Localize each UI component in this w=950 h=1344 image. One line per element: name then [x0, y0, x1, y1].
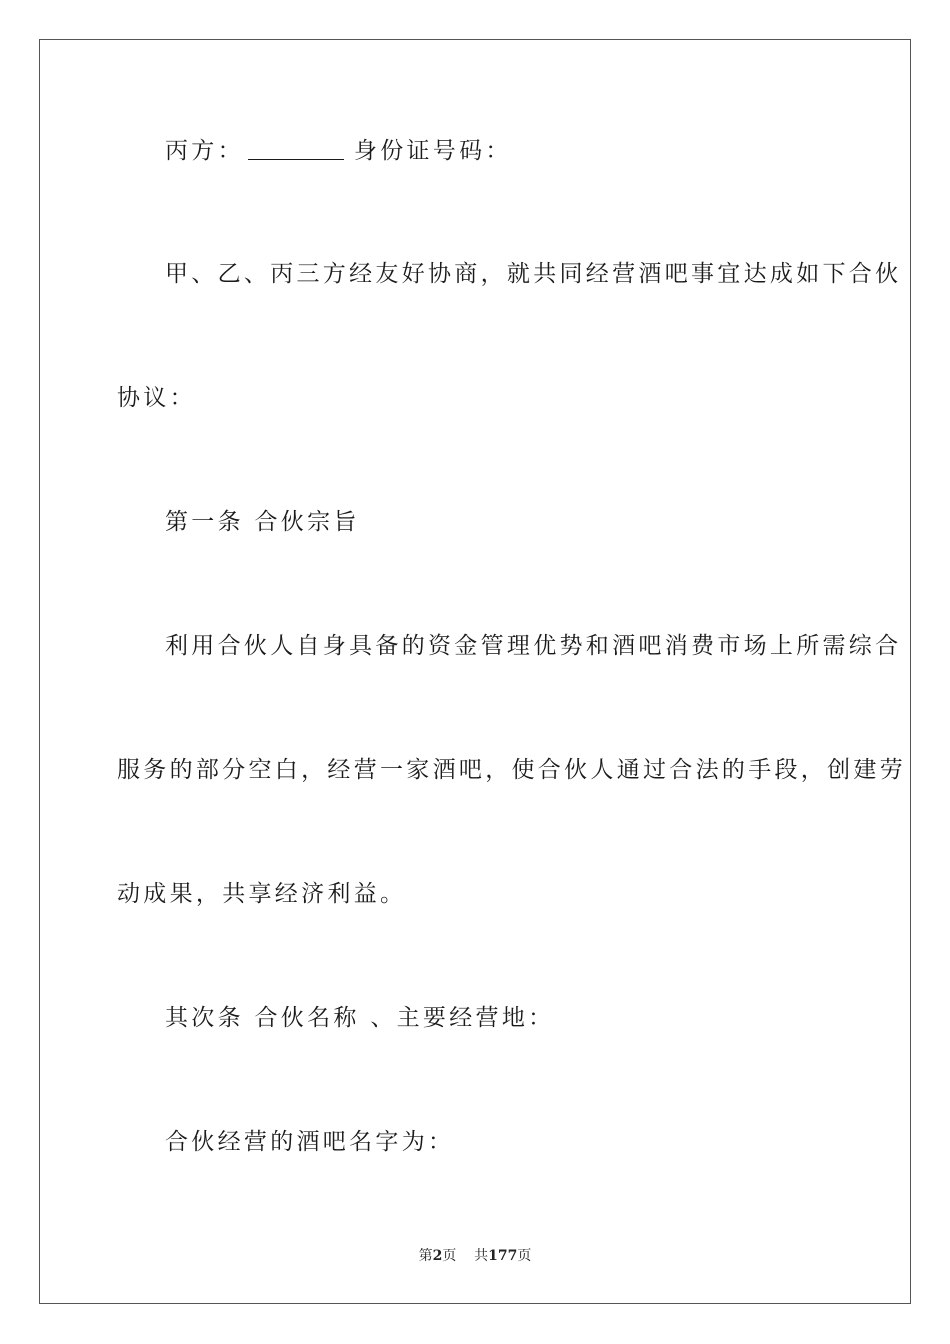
footer-total-suffix: 页: [517, 1248, 532, 1264]
id-number-label: 身份证号码：: [353, 138, 512, 164]
paragraph-line: 服务的部分空白，经营一家酒吧，使合伙人通过合法的手段，创建劳: [117, 757, 906, 783]
party-c-line: [165, 136, 512, 166]
paragraph-line: 甲、乙、丙三方经友好协商，就共同经营酒吧事宜达成如下合伙: [165, 261, 902, 287]
party-c-label: 丙方：: [165, 138, 244, 164]
party-c-blank: [248, 139, 344, 160]
paragraph-line: 协议：: [117, 385, 196, 411]
footer-page-number: 2: [432, 1248, 443, 1264]
footer-page-suffix: 页: [442, 1248, 457, 1264]
footer-total-prefix: 共: [474, 1248, 489, 1264]
section-heading: 第一条 合伙宗旨: [165, 509, 360, 535]
paragraph-line: 利用合伙人自身具备的资金管理优势和酒吧消费市场上所需综合: [165, 633, 902, 659]
footer-total-pages: 177: [488, 1248, 518, 1264]
paragraph-line: 动成果，共享经济利益。: [117, 881, 407, 907]
page-footer: [0, 1246, 950, 1266]
section-heading: 其次条 合伙名称 、主要经营地：: [165, 1005, 555, 1031]
footer-prefix: 第: [418, 1248, 433, 1264]
page-border: [39, 39, 911, 1304]
paragraph-line: 合伙经营的酒吧名字为：: [165, 1129, 455, 1155]
